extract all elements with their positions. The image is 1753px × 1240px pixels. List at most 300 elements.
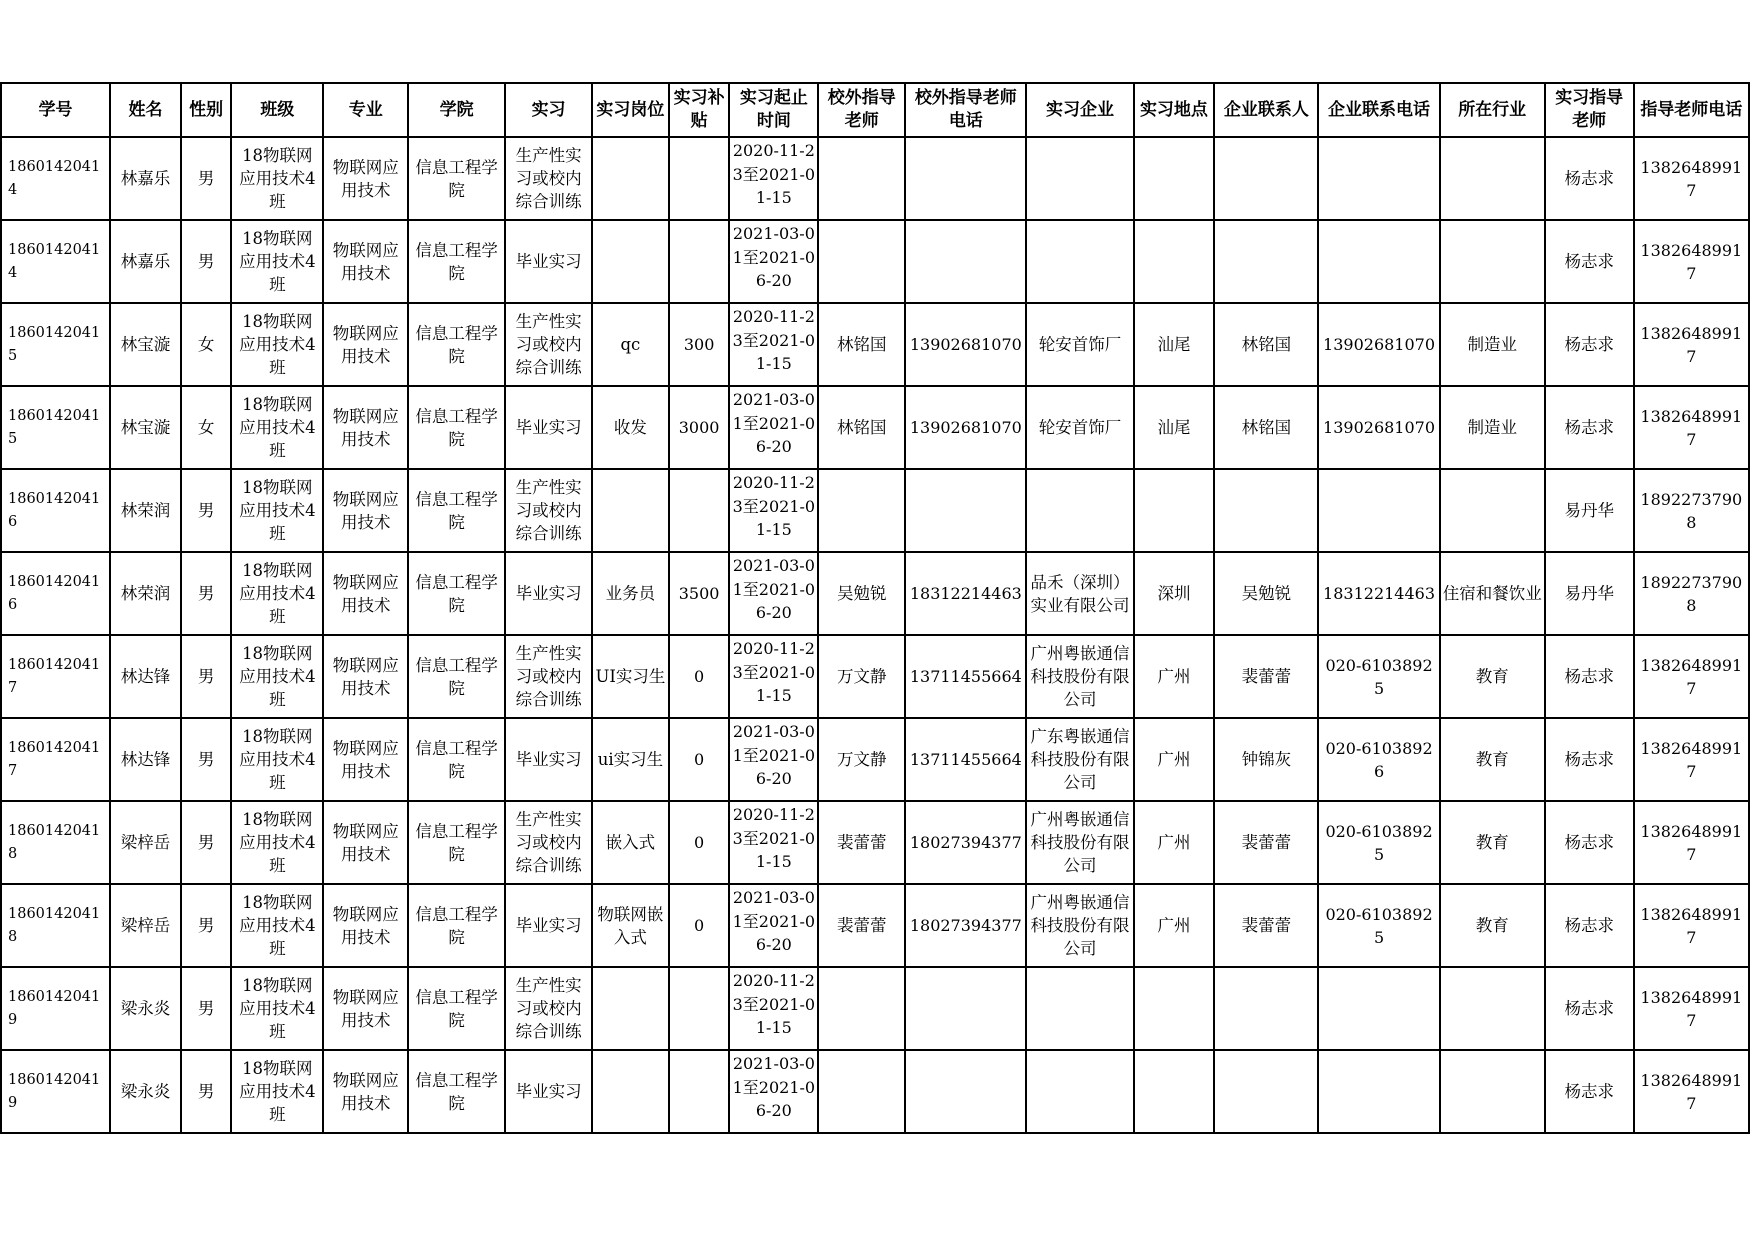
table-row [1, 635, 1749, 718]
cell-text: 广州 [1157, 916, 1191, 935]
cell-location [1134, 220, 1215, 303]
cell-mentor-phone [1634, 1050, 1749, 1133]
cell-text: 教育 [1475, 833, 1509, 852]
table-row [1, 967, 1749, 1050]
cell-internship-type [505, 137, 592, 220]
cell-text: 林达锋 [120, 667, 171, 686]
cell-mentor [1545, 718, 1634, 801]
cell-text: 13902681070 [1323, 335, 1436, 354]
cell-text: 物联网应用技术 [332, 655, 399, 698]
cell-position [592, 303, 669, 386]
cell-text: 生产性实习或校内综合训练 [515, 810, 582, 875]
cell-text: 男 [197, 916, 215, 935]
cell-external-mentor [818, 552, 905, 635]
cell-text: 林宝漩 [120, 335, 171, 354]
cell-text: 杨志求 [1564, 667, 1614, 686]
cell-college [408, 469, 505, 552]
cell-company [1026, 635, 1133, 718]
header-col-period: 实习起止时间 [729, 83, 818, 137]
cell-external-mentor [818, 1050, 905, 1133]
cell-text: 男 [197, 833, 215, 852]
cell-text: 广州 [1157, 833, 1191, 852]
cell-text: 18物联网应用技术4班 [239, 395, 316, 460]
cell-company [1026, 884, 1133, 967]
cell-company-contact [1214, 552, 1318, 635]
table-header [1, 83, 1749, 137]
cell-text: 信息工程学院 [415, 1070, 498, 1113]
cell-mentor-phone [1634, 801, 1749, 884]
cell-student-id [1, 386, 110, 469]
cell-text: 物联网应用技术 [332, 572, 399, 615]
cell-external-mentor [818, 967, 905, 1050]
cell-company [1026, 220, 1133, 303]
cell-gender [181, 137, 232, 220]
cell-text: 18922737908 [1640, 489, 1743, 532]
header-col-class: 班级 [231, 83, 323, 137]
cell-major [323, 220, 408, 303]
cell-name [110, 967, 181, 1050]
cell-text: 13826489917 [1640, 904, 1743, 947]
cell-text: 0 [694, 833, 705, 852]
cell-name [110, 386, 181, 469]
cell-text: 物联网应用技术 [332, 1070, 399, 1113]
table-body [1, 137, 1749, 1133]
cell-allowance [669, 386, 730, 469]
cell-text: 020-61038925 [1325, 821, 1433, 864]
cell-text: 2020-11-23至2021-01-15 [732, 141, 816, 207]
cell-text: 18物联网应用技术4班 [239, 1059, 316, 1124]
cell-allowance [669, 303, 730, 386]
cell-text: 13711455664 [909, 750, 1022, 769]
header-row [1, 83, 1749, 137]
cell-text: 轮安首饰厂 [1038, 418, 1122, 437]
cell-mentor-phone [1634, 552, 1749, 635]
cell-text: 信息工程学院 [415, 323, 498, 366]
cell-internship-type [505, 1050, 592, 1133]
cell-text: 杨志求 [1564, 418, 1614, 437]
cell-text: 林荣润 [120, 584, 171, 603]
cell-internship-type [505, 635, 592, 718]
cell-company-phone [1318, 635, 1439, 718]
cell-major [323, 137, 408, 220]
cell-external-mentor [818, 801, 905, 884]
cell-allowance [669, 469, 730, 552]
cell-internship-type [505, 303, 592, 386]
cell-internship-type [505, 884, 592, 967]
cell-major [323, 1050, 408, 1133]
cell-mentor [1545, 137, 1634, 220]
cell-location [1134, 303, 1215, 386]
cell-company-contact [1214, 801, 1318, 884]
cell-text: 18601420416 [8, 573, 101, 613]
cell-external-mentor-phone [905, 220, 1026, 303]
header-col-mentor: 实习指导老师 [1545, 83, 1634, 137]
cell-location [1134, 967, 1215, 1050]
cell-text: 13826489917 [1640, 655, 1743, 698]
cell-text: 林铭国 [837, 335, 887, 354]
cell-gender [181, 884, 232, 967]
cell-text: 13902681070 [909, 335, 1022, 354]
cell-student-id [1, 635, 110, 718]
cell-major [323, 303, 408, 386]
table-row [1, 1050, 1749, 1133]
cell-text: 2021-03-01至2021-06-20 [732, 722, 816, 788]
cell-period [729, 386, 818, 469]
cell-text: 信息工程学院 [415, 655, 498, 698]
cell-text: 广东粤嵌通信科技股份有限公司 [1030, 727, 1130, 792]
cell-company [1026, 303, 1133, 386]
cell-mentor [1545, 220, 1634, 303]
cell-internship-type [505, 801, 592, 884]
cell-period [729, 1050, 818, 1133]
cell-company-contact [1214, 303, 1318, 386]
cell-allowance [669, 137, 730, 220]
cell-industry [1440, 552, 1545, 635]
cell-name [110, 884, 181, 967]
cell-text: 万文静 [837, 750, 887, 769]
cell-text: 男 [197, 584, 215, 603]
cell-text: 2021-03-01至2021-06-20 [732, 888, 816, 954]
cell-mentor-phone [1634, 884, 1749, 967]
cell-company-contact [1214, 220, 1318, 303]
cell-text: 物联网应用技术 [332, 323, 399, 366]
cell-industry [1440, 303, 1545, 386]
cell-external-mentor-phone [905, 552, 1026, 635]
cell-text: 吴勉锐 [837, 584, 887, 603]
table-row [1, 552, 1749, 635]
cell-text: qc [620, 335, 641, 354]
cell-company-contact [1214, 967, 1318, 1050]
cell-gender [181, 635, 232, 718]
cell-external-mentor-phone [905, 718, 1026, 801]
cell-company-phone [1318, 801, 1439, 884]
cell-text: 易丹华 [1564, 584, 1614, 603]
header-col-external-mentor-phone: 校外指导老师电话 [905, 83, 1026, 137]
cell-text: 13902681070 [1323, 418, 1436, 437]
cell-text: 深圳 [1157, 584, 1191, 603]
cell-external-mentor-phone [905, 303, 1026, 386]
cell-company [1026, 718, 1133, 801]
cell-allowance [669, 884, 730, 967]
cell-external-mentor-phone [905, 635, 1026, 718]
cell-text: 毕业实习 [515, 1082, 582, 1101]
cell-text: 13902681070 [909, 418, 1022, 437]
cell-text: 男 [197, 750, 215, 769]
cell-external-mentor-phone [905, 137, 1026, 220]
cell-name [110, 718, 181, 801]
cell-class [231, 635, 323, 718]
cell-student-id [1, 884, 110, 967]
cell-text: 广州 [1157, 750, 1191, 769]
cell-text: 林荣润 [120, 501, 171, 520]
cell-text: UI实习生 [595, 667, 666, 686]
cell-text: 13826489917 [1640, 240, 1743, 283]
cell-company-contact [1214, 884, 1318, 967]
cell-major [323, 552, 408, 635]
cell-college [408, 635, 505, 718]
cell-position [592, 1050, 669, 1133]
cell-industry [1440, 386, 1545, 469]
cell-text: 0 [694, 916, 705, 935]
cell-internship-type [505, 220, 592, 303]
cell-gender [181, 552, 232, 635]
cell-college [408, 386, 505, 469]
cell-external-mentor-phone [905, 386, 1026, 469]
cell-text: 0 [694, 750, 705, 769]
cell-gender [181, 1050, 232, 1133]
cell-allowance [669, 967, 730, 1050]
cell-mentor [1545, 1050, 1634, 1133]
header-col-student-id: 学号 [1, 83, 110, 137]
cell-text: 林嘉乐 [120, 252, 171, 271]
cell-text: 毕业实习 [515, 916, 582, 935]
table-row [1, 884, 1749, 967]
cell-text: 2021-03-01至2021-06-20 [732, 556, 816, 622]
cell-text: 2020-11-23至2021-01-15 [732, 473, 816, 539]
cell-text: 嵌入式 [605, 833, 656, 852]
cell-mentor-phone [1634, 137, 1749, 220]
cell-class [231, 967, 323, 1050]
cell-mentor [1545, 386, 1634, 469]
table-row [1, 137, 1749, 220]
cell-external-mentor-phone [905, 801, 1026, 884]
cell-text: 300 [683, 335, 715, 354]
cell-external-mentor [818, 386, 905, 469]
cell-mentor [1545, 552, 1634, 635]
cell-allowance [669, 552, 730, 635]
cell-text: 物联网应用技术 [332, 240, 399, 283]
cell-text: 18物联网应用技术4班 [239, 312, 316, 377]
cell-name [110, 469, 181, 552]
cell-text: 2020-11-23至2021-01-15 [732, 639, 816, 705]
cell-text: 钟锦灰 [1241, 750, 1292, 769]
cell-text: 男 [197, 999, 215, 1018]
cell-gender [181, 469, 232, 552]
cell-text: 生产性实习或校内综合训练 [515, 312, 582, 377]
cell-text: 林铭国 [1241, 418, 1292, 437]
cell-text: 13826489917 [1640, 738, 1743, 781]
cell-text: 13711455664 [909, 667, 1022, 686]
cell-period [729, 303, 818, 386]
cell-text: 男 [197, 1082, 215, 1101]
cell-period [729, 220, 818, 303]
cell-text: 18601420418 [8, 905, 101, 945]
cell-text: 18312214463 [1323, 584, 1436, 603]
cell-external-mentor [818, 137, 905, 220]
cell-mentor-phone [1634, 220, 1749, 303]
header-col-mentor-phone: 指导老师电话 [1634, 83, 1749, 137]
table-row [1, 386, 1749, 469]
cell-text: 信息工程学院 [415, 904, 498, 947]
cell-text: 信息工程学院 [415, 738, 498, 781]
cell-text: 2021-03-01至2021-06-20 [732, 1054, 816, 1120]
cell-college [408, 552, 505, 635]
cell-position [592, 635, 669, 718]
cell-text: 林铭国 [837, 418, 887, 437]
cell-text: 2021-03-01至2021-06-20 [732, 224, 816, 290]
cell-gender [181, 303, 232, 386]
cell-position [592, 884, 669, 967]
cell-text: 18物联网应用技术4班 [239, 229, 316, 294]
cell-external-mentor [818, 469, 905, 552]
cell-text: 物联网应用技术 [332, 489, 399, 532]
cell-class [231, 137, 323, 220]
cell-external-mentor [818, 635, 905, 718]
cell-text: 18027394377 [909, 833, 1022, 852]
cell-location [1134, 1050, 1215, 1133]
cell-allowance [669, 801, 730, 884]
cell-mentor [1545, 884, 1634, 967]
cell-text: 2020-11-23至2021-01-15 [732, 307, 816, 373]
cell-text: 杨志求 [1564, 999, 1614, 1018]
cell-name [110, 552, 181, 635]
cell-internship-type [505, 552, 592, 635]
cell-mentor [1545, 303, 1634, 386]
cell-position [592, 137, 669, 220]
cell-position [592, 967, 669, 1050]
cell-period [729, 137, 818, 220]
cell-text: 毕业实习 [515, 584, 582, 603]
cell-student-id [1, 552, 110, 635]
cell-text: 广州粤嵌通信科技股份有限公司 [1030, 810, 1130, 875]
cell-major [323, 386, 408, 469]
cell-gender [181, 967, 232, 1050]
cell-location [1134, 801, 1215, 884]
cell-major [323, 884, 408, 967]
cell-college [408, 137, 505, 220]
cell-major [323, 967, 408, 1050]
cell-major [323, 718, 408, 801]
cell-position [592, 386, 669, 469]
header-col-name: 姓名 [110, 83, 181, 137]
cell-external-mentor [818, 303, 905, 386]
cell-class [231, 386, 323, 469]
cell-external-mentor-phone [905, 884, 1026, 967]
cell-company-phone [1318, 220, 1439, 303]
cell-text: 杨志求 [1564, 750, 1614, 769]
cell-text: 18601420419 [8, 1071, 101, 1111]
cell-name [110, 137, 181, 220]
cell-text: 18物联网应用技术4班 [239, 561, 316, 626]
cell-text: 林宝漩 [120, 418, 171, 437]
cell-external-mentor [818, 884, 905, 967]
cell-allowance [669, 718, 730, 801]
cell-text: 18601420417 [8, 656, 101, 696]
cell-internship-type [505, 469, 592, 552]
cell-student-id [1, 1050, 110, 1133]
cell-company-phone [1318, 718, 1439, 801]
cell-text: 18027394377 [909, 916, 1022, 935]
header-col-major: 专业 [323, 83, 408, 137]
cell-text: 梁永炎 [120, 999, 171, 1018]
cell-text: 18物联网应用技术4班 [239, 893, 316, 958]
cell-text: ui实习生 [597, 750, 664, 769]
cell-internship-type [505, 386, 592, 469]
header-col-external-mentor: 校外指导老师 [818, 83, 905, 137]
cell-name [110, 801, 181, 884]
cell-company-phone [1318, 469, 1439, 552]
cell-college [408, 967, 505, 1050]
cell-class [231, 718, 323, 801]
cell-text: 18物联网应用技术4班 [239, 727, 316, 792]
cell-company-phone [1318, 967, 1439, 1050]
cell-text: 生产性实习或校内综合训练 [515, 644, 582, 709]
cell-text: 易丹华 [1564, 501, 1614, 520]
cell-college [408, 220, 505, 303]
cell-text: 13826489917 [1640, 406, 1743, 449]
cell-class [231, 552, 323, 635]
cell-text: 18601420414 [8, 158, 101, 198]
cell-text: 18601420419 [8, 988, 101, 1028]
cell-location [1134, 635, 1215, 718]
cell-industry [1440, 884, 1545, 967]
cell-text: 13826489917 [1640, 1070, 1743, 1113]
cell-text: 女 [197, 335, 215, 354]
cell-period [729, 801, 818, 884]
cell-location [1134, 469, 1215, 552]
cell-internship-type [505, 718, 592, 801]
cell-company [1026, 801, 1133, 884]
cell-text: 广州粤嵌通信科技股份有限公司 [1030, 893, 1130, 958]
cell-text: 广州 [1157, 667, 1191, 686]
header-col-internship-type: 实习 [505, 83, 592, 137]
header-col-company-contact: 企业联系人 [1214, 83, 1318, 137]
cell-class [231, 1050, 323, 1133]
cell-industry [1440, 1050, 1545, 1133]
cell-college [408, 1050, 505, 1133]
cell-text: 制造业 [1467, 335, 1517, 354]
header-col-gender: 性别 [181, 83, 232, 137]
cell-location [1134, 718, 1215, 801]
cell-text: 18物联网应用技术4班 [239, 478, 316, 543]
cell-text: 品禾（深圳）实业有限公司 [1030, 572, 1130, 615]
table-row [1, 303, 1749, 386]
cell-position [592, 220, 669, 303]
cell-company-contact [1214, 718, 1318, 801]
cell-period [729, 552, 818, 635]
cell-company [1026, 469, 1133, 552]
cell-text: 梁梓岳 [120, 916, 171, 935]
cell-student-id [1, 469, 110, 552]
cell-mentor-phone [1634, 967, 1749, 1050]
cell-text: 生产性实习或校内综合训练 [515, 146, 582, 211]
cell-text: 男 [197, 252, 215, 271]
cell-text: 物联网应用技术 [332, 157, 399, 200]
cell-industry [1440, 801, 1545, 884]
cell-text: 18601420415 [8, 407, 101, 447]
cell-text: 信息工程学院 [415, 406, 498, 449]
cell-company [1026, 1050, 1133, 1133]
cell-mentor-phone [1634, 635, 1749, 718]
header-col-company-phone: 企业联系电话 [1318, 83, 1439, 137]
cell-text: 0 [694, 667, 705, 686]
cell-text: 杨志求 [1564, 833, 1614, 852]
cell-text: 13826489917 [1640, 323, 1743, 366]
cell-text: 18601420414 [8, 241, 101, 281]
cell-company [1026, 386, 1133, 469]
cell-text: 林铭国 [1241, 335, 1292, 354]
cell-text: 2021-03-01至2021-06-20 [732, 390, 816, 456]
cell-text: 住宿和餐饮业 [1442, 584, 1542, 603]
internship-table [0, 82, 1750, 1134]
cell-allowance [669, 1050, 730, 1133]
cell-external-mentor [818, 220, 905, 303]
cell-external-mentor [818, 718, 905, 801]
header-col-position: 实习岗位 [592, 83, 669, 137]
cell-gender [181, 386, 232, 469]
cell-text: 梁梓岳 [120, 833, 171, 852]
cell-text: 18物联网应用技术4班 [239, 976, 316, 1041]
